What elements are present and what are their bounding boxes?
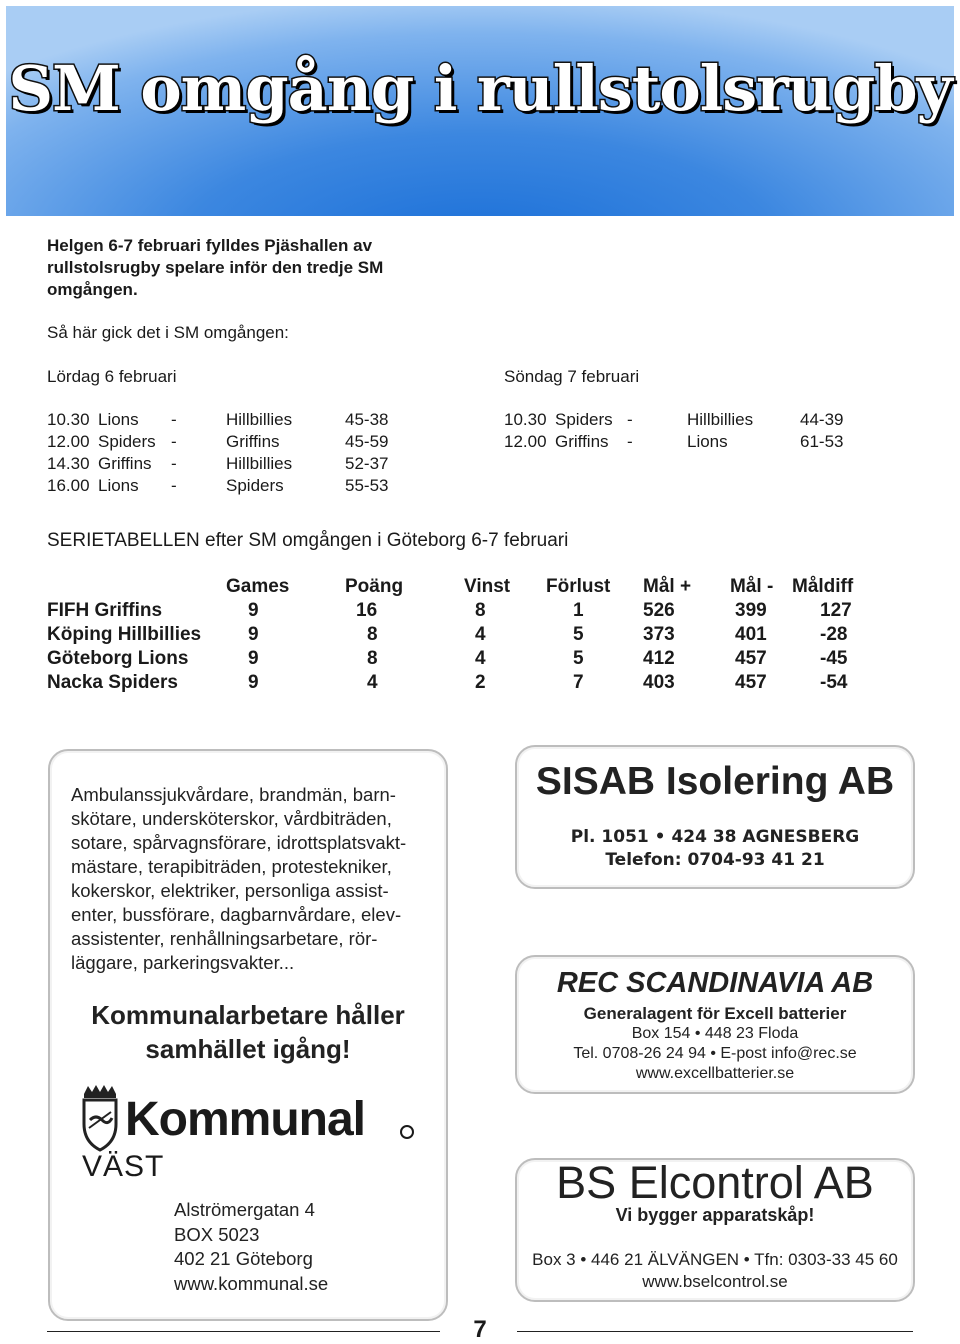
intro-line: rullstolsrugby spelare inför den tredje SM bbox=[47, 258, 384, 277]
kommunal-logo-text: Kommunal bbox=[125, 1093, 366, 1146]
table-cell: 2 bbox=[475, 672, 486, 693]
table-cell: 9 bbox=[248, 600, 259, 621]
table-cell: 8 bbox=[367, 648, 378, 669]
footer-rule-right bbox=[517, 1331, 913, 1332]
kommunal-ad-body: Ambulanssjukvårdare, brandmän, barn- skötare, undersköterskor, vårdbiträden, sotare, spårvagnsförare, idrottsplatsvakt- mästare, terapibiträden, protestekniker, kokerskor, elektriker, personliga assist- enter, bussförare, dagbarnvårdare, elev- assistenter, renhållningsarbetare, rör- läggare, parkeringsvakter... bbox=[71, 784, 407, 973]
sisab-phone: Telefon: 0704-93 41 21 bbox=[605, 850, 825, 870]
column-header: Vinst bbox=[464, 576, 511, 597]
column-header: Förlust bbox=[546, 576, 611, 597]
table-cell: -45 bbox=[820, 648, 848, 669]
match-row: 12.00 Griffins - Lions 61-53 bbox=[504, 432, 844, 451]
table-cell: 4 bbox=[475, 624, 486, 645]
table-cell-team: Göteborg Lions bbox=[47, 648, 189, 669]
table-cell: 526 bbox=[643, 600, 675, 621]
intro-line: Helgen 6-7 februari fylldes Pjäshallen av bbox=[47, 236, 373, 255]
table-cell-team: Köping Hillbillies bbox=[47, 624, 202, 645]
table-cell: 5 bbox=[573, 648, 584, 669]
bs-address: Box 3 • 446 21 ÄLVÄNGEN • Tfn: 0303-33 45 60 bbox=[532, 1250, 898, 1269]
column-header: Games bbox=[226, 576, 290, 597]
intro-line: omgången. bbox=[47, 280, 138, 299]
table-cell: 7 bbox=[573, 672, 584, 693]
saturday-heading: Lördag 6 februari bbox=[47, 367, 177, 386]
column-header: Poäng bbox=[345, 576, 404, 597]
match-row: 10.30 Spiders - Hillbillies 44-39 bbox=[504, 410, 844, 429]
table-cell: 412 bbox=[643, 648, 675, 669]
sunday-heading: Söndag 7 februari bbox=[504, 367, 640, 386]
table-cell: 16 bbox=[356, 600, 378, 621]
standings-heading: SERIETABELLEN efter SM omgången i Göteborg 6-7 februari bbox=[47, 530, 569, 551]
rec-address: Box 154 • 448 23 Floda bbox=[631, 1025, 799, 1042]
table-cell: 9 bbox=[248, 624, 259, 645]
bs-name: BS Elcontrol AB bbox=[556, 1157, 874, 1208]
table-cell: -28 bbox=[820, 624, 848, 645]
rec-contact: Tel. 0708-26 24 94 • E-post info@rec.se bbox=[573, 1045, 857, 1062]
saturday-results bbox=[47, 410, 447, 498]
match-row: 12.00 Spiders - Griffins 45-59 bbox=[47, 432, 389, 451]
kommunal-address: Alströmergatan 4 BOX 5023 402 21 Göteborg www.kommunal.se bbox=[174, 1199, 329, 1294]
match-row: 16.00 Lions - Spiders 55-53 bbox=[47, 476, 389, 495]
table-cell: 127 bbox=[820, 600, 852, 621]
standings-table bbox=[0, 576, 960, 706]
rec-name: REC SCANDINAVIA AB bbox=[556, 967, 874, 999]
page-number: 7 bbox=[473, 1316, 487, 1343]
sisab-name: SISAB Isolering AB bbox=[535, 760, 895, 803]
table-cell: 4 bbox=[367, 672, 378, 693]
intro-sub: Så här gick det i SM omgången: bbox=[47, 323, 289, 342]
logo-dot-icon bbox=[400, 1125, 414, 1139]
rec-tagline: Generalagent för Excell batterier bbox=[583, 1004, 847, 1023]
footer-rule-left bbox=[47, 1331, 440, 1332]
table-cell: 4 bbox=[475, 648, 486, 669]
match-row: 14.30 Griffins - Hillbillies 52-37 bbox=[47, 454, 389, 473]
kommunal-crest-icon bbox=[80, 1084, 120, 1152]
sisab-address: Pl. 1051 • 424 38 AGNESBERG bbox=[570, 827, 860, 847]
column-header: Mål + bbox=[643, 576, 692, 597]
table-cell: 403 bbox=[643, 672, 675, 693]
table-cell: 399 bbox=[735, 600, 767, 621]
table-cell: 9 bbox=[248, 648, 259, 669]
table-cell: 9 bbox=[248, 672, 259, 693]
table-cell-team: Nacka Spiders bbox=[47, 672, 178, 693]
table-cell: -54 bbox=[820, 672, 848, 693]
intro-paragraph bbox=[47, 235, 383, 301]
table-cell-team: FIFH Griffins bbox=[47, 600, 163, 621]
page-title: SM omgång i rullstolsrugby bbox=[8, 52, 952, 125]
bs-web: www.bselcontrol.se bbox=[642, 1272, 788, 1291]
rec-web: www.excellbatterier.se bbox=[635, 1065, 795, 1082]
table-cell: 373 bbox=[643, 624, 675, 645]
table-cell: 1 bbox=[573, 600, 584, 621]
table-cell: 8 bbox=[367, 624, 378, 645]
kommunal-logo-sub: VÄST bbox=[82, 1150, 165, 1183]
column-header: Mål - bbox=[730, 576, 774, 597]
kommunal-slogan: Kommunalarbetare håller samhället igång! bbox=[91, 1000, 405, 1064]
match-row: 10.30 Lions - Hillbillies 45-38 bbox=[47, 410, 389, 429]
column-header: Måldiff bbox=[792, 576, 854, 597]
table-cell: 5 bbox=[573, 624, 584, 645]
table-cell: 457 bbox=[735, 672, 767, 693]
table-cell: 401 bbox=[735, 624, 767, 645]
table-cell: 8 bbox=[475, 600, 486, 621]
table-cell: 457 bbox=[735, 648, 767, 669]
bs-tagline: Vi bygger apparatskåp! bbox=[615, 1205, 815, 1225]
sunday-results bbox=[504, 410, 904, 454]
